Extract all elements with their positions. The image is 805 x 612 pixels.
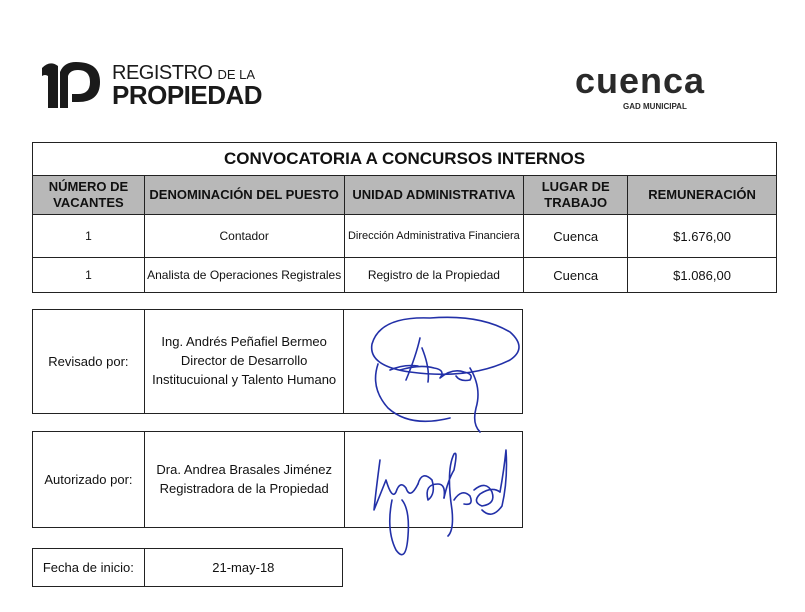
authorizer-info [144,432,344,528]
start-date-value: 21-may-18 [144,549,342,587]
authorizer-title: Registradora de la Propiedad [159,480,329,496]
header-unidad: UNIDAD ADMINISTRATIVA [344,176,524,215]
cuenca-logo [575,60,755,114]
reviewer-name: Ing. Andrés Peñafiel Bermeo [161,334,327,350]
cell-remuneracion: $1.086,00 [628,258,777,293]
authorized-label: Autorizado por: [33,432,145,528]
header-lugar: LUGAR DE TRABAJO [524,176,628,215]
table-title: CONVOCATORIA A CONCURSOS INTERNOS [33,143,777,176]
cell-remuneracion: $1.676,00 [628,215,777,258]
cell-puesto: Analista de Operaciones Registrales [144,258,344,293]
gad-municipal-label: GAD MUNICIPAL [623,102,687,111]
cuenca-wordmark: cuenca [575,60,706,101]
registro-propiedad-logo [40,56,280,112]
logo-line-registro: REGISTRO DE LA [112,62,256,84]
logo-line-propiedad: PROPIEDAD [112,80,263,110]
start-date-box [32,548,343,587]
header-vacantes: NÚMERO DE VACANTES [33,176,145,215]
reviewed-box [32,309,523,414]
cell-vacantes: 1 [33,258,145,293]
header-remuneracion: REMUNERACIÓN [628,176,777,215]
cell-lugar: Cuenca [524,215,628,258]
table-row [33,258,777,293]
header-puesto: DENOMINACIÓN DEL PUESTO [144,176,344,215]
cell-unidad: Dirección Administrativa Financiera [344,215,524,258]
convocatoria-table [32,142,777,293]
cell-lugar: Cuenca [524,258,628,293]
cell-unidad: Registro de la Propiedad [344,258,524,293]
reviewer-signature-cell [344,310,523,414]
cell-vacantes: 1 [33,215,145,258]
authorizer-name: Dra. Andrea Brasales Jiménez [156,461,332,477]
reviewed-label: Revisado por: [33,310,145,414]
authorized-box [32,431,523,528]
table-header-row [33,176,777,215]
start-date-label: Fecha de inicio: [33,549,145,587]
reviewer-title-2: Institucuional y Talento Humano [152,371,337,387]
cell-puesto: Contador [144,215,344,258]
rp-monogram-icon [40,58,104,112]
reviewer-info [144,310,344,414]
reviewer-title-1: Director de Desarrollo [180,353,308,369]
authorizer-signature-cell [344,432,523,528]
table-row [33,215,777,258]
